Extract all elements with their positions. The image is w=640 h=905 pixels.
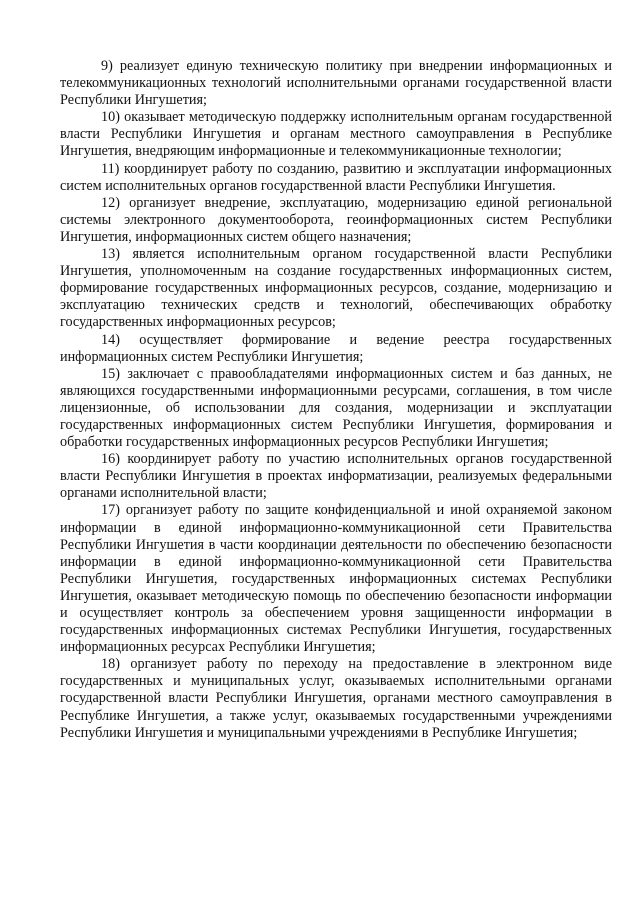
paragraph-item-14: 14) осуществляет формирование и ведение реестра государственных информационных систем Республики Ингушетия; (60, 331, 612, 365)
paragraph-item-15: 15) заключает с правообладателями информационных систем и баз данных, не являющихся государственными информационными ресурсами, соглашения, в том числе лицензионные, об использовании для создания, модернизации и эксплуатации государственных информационных систем Республики Ингушетия, формирования и обработки государственных информационных ресурсов Республики Ингушетия; (60, 365, 612, 451)
paragraph-item-10: 10) оказывает методическую поддержку исполнительным органам государственной власти Республики Ингушетия и органам местного самоуправления в Республике Ингушетия, внедряющим информационные и телекоммуникационные технологии; (60, 109, 612, 160)
paragraph-item-17: 17) организует работу по защите конфиденциальной и иной охраняемой законом информации в единой информационно-коммуникационной сети Правительства Республики Ингушетия в части координации деятельности по обеспечению безопасности информации в единой информационно-коммуникационной сети Правительства Республики Ингушетия, государственных информационных системах Республики Ингушетия, оказывает методическую помощь по обеспечению безопасности информации и осуществляет контроль за обеспечением уровня защищенности информации в государственных информационных системах Республики Ингушетия, государственных информационных ресурсах Республики Ингушетия; (60, 502, 612, 656)
paragraph-item-16: 16) координирует работу по участию исполнительных органов государственной власти Республики Ингушетия в проектах информатизации, реализуемых федеральными органами исполнительной власти; (60, 451, 612, 502)
paragraph-item-9: 9) реализует единую техническую политику при внедрении информационных и телекоммуникационных технологий исполнительными органами государственной власти Республики Ингушетия; (60, 58, 612, 109)
paragraph-item-13: 13) является исполнительным органом государственной власти Республики Ингушетия, уполномоченным на создание государственных информационных систем, формирование государственных информационных ресурсов, создание, модернизацию и эксплуатацию технических средств и технологий, обеспечивающих обработку государственных информационных ресурсов; (60, 246, 612, 331)
paragraph-item-18: 18) организует работу по переходу на предоставление в электронном виде государственных и муниципальных услуг, оказываемых исполнительными органами государственной власти Республики Ингушетия, органами местного самоуправления в Республике Ингушетия, а также услуг, оказываемых государственными учреждениями Республики Ингушетия и муниципальными учреждениями в Республике Ингушетия; (60, 656, 612, 741)
paragraph-item-12: 12) организует внедрение, эксплуатацию, модернизацию единой региональной системы электронного документооборота, геоинформационных систем Республики Ингушетия, информационных систем общего назначения; (60, 194, 612, 245)
document-page (60, 58, 612, 742)
paragraph-item-11: 11) координирует работу по созданию, развитию и эксплуатации информационных систем исполнительных органов государственной власти Республики Ингушетия. (60, 160, 612, 194)
